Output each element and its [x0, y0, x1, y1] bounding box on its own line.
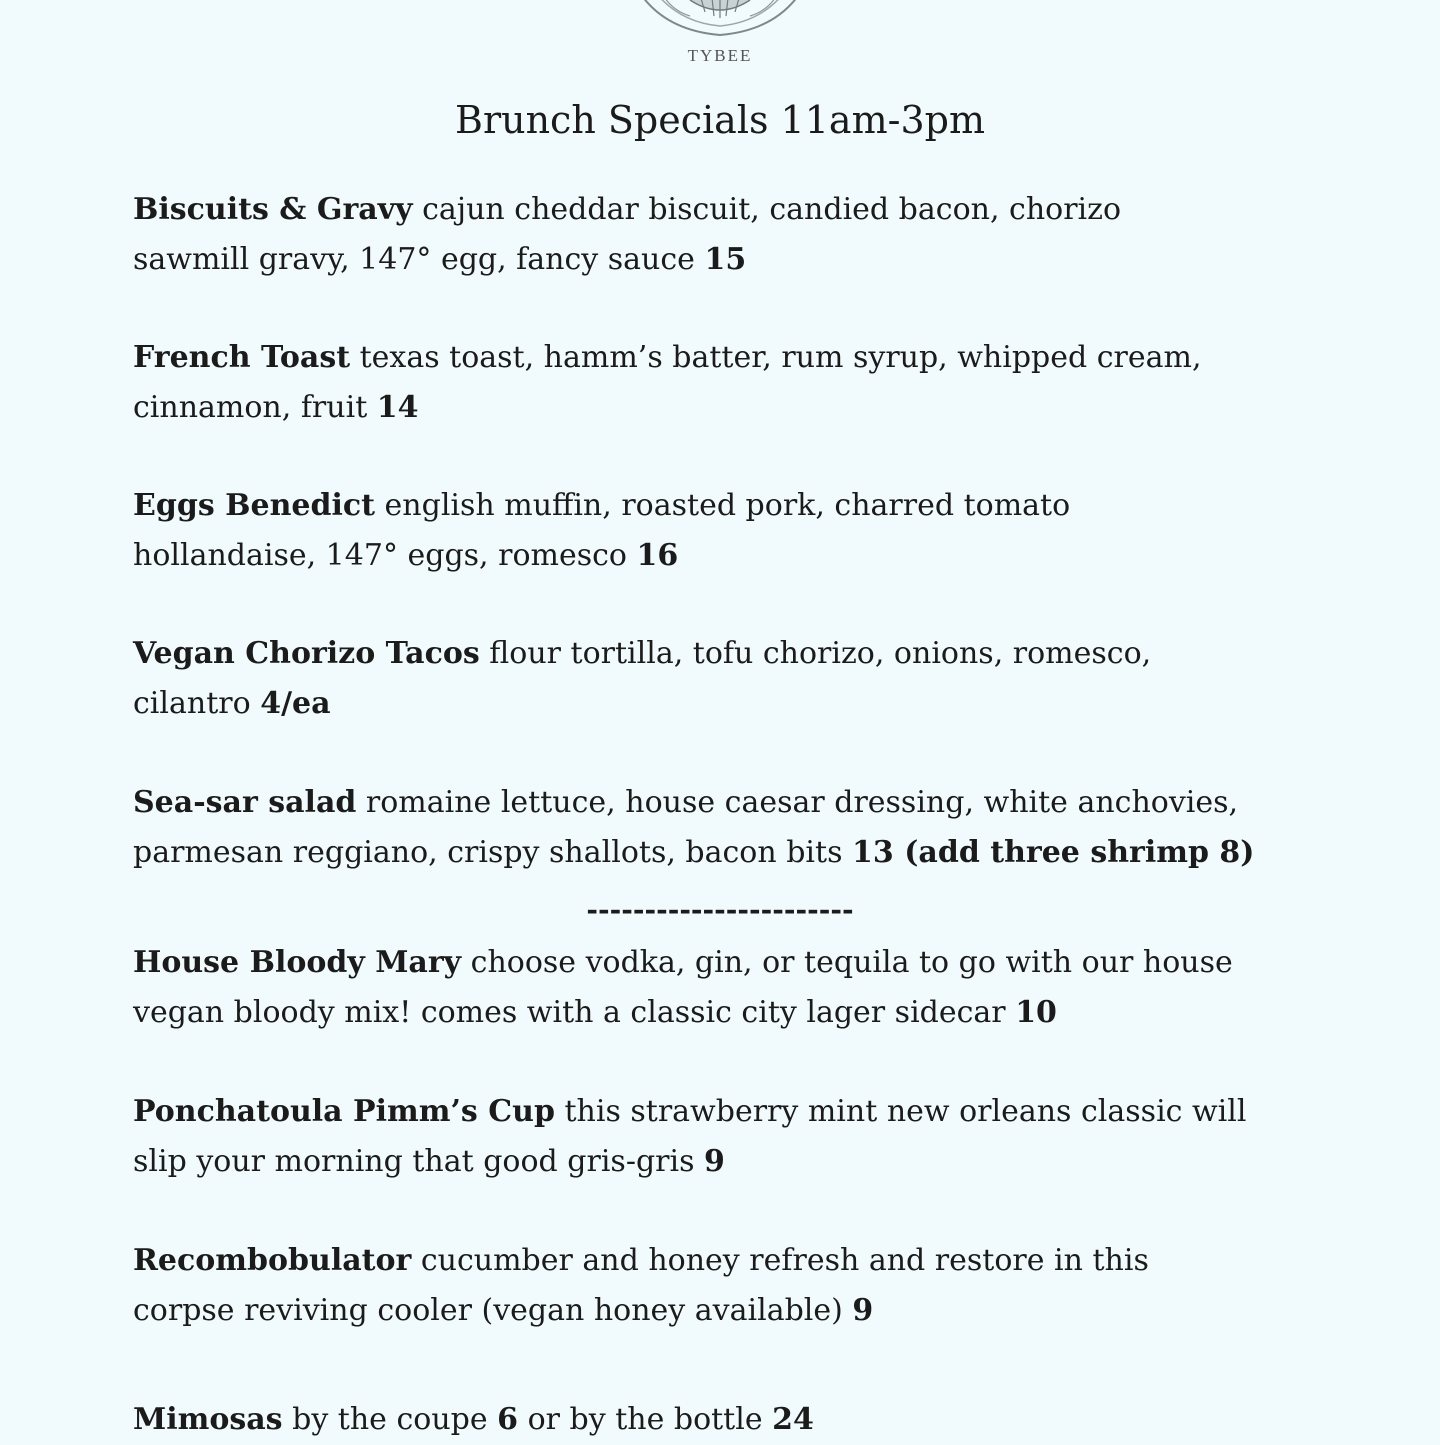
item-description: or by the bottle [518, 1402, 773, 1437]
menu-item [133, 481, 1333, 581]
item-description: cinnamon, fruit [133, 390, 377, 425]
item-description: hollandaise, 147° eggs, romesco [133, 538, 637, 573]
item-description: parmesan reggiano, crispy shallots, bacon bits [133, 835, 853, 870]
item-price: 15 [704, 242, 747, 277]
logo-text: TYBEE [687, 46, 753, 65]
item-price: 24 [772, 1402, 814, 1437]
item-price: 10 [1015, 995, 1057, 1030]
item-price: 9 [704, 1144, 725, 1179]
menu-item [133, 185, 1333, 285]
item-price: 6 [497, 1402, 519, 1437]
item-price: 9 [852, 1293, 874, 1328]
menu-title: Brunch Specials 11am-3pm [455, 98, 985, 142]
menu-item [133, 333, 1333, 433]
item-name: Eggs Benedict [133, 488, 375, 523]
shell-logo-icon [620, 0, 820, 50]
item-description: cajun cheddar biscuit, candied bacon, chorizo [412, 192, 1122, 227]
drink-item [133, 1236, 1333, 1336]
item-description: slip your morning that good gris-gris [133, 1144, 705, 1179]
item-description: texas toast, hamm’s batter, rum syrup, whipped cream, [350, 340, 1202, 375]
item-name: Vegan Chorizo Tacos [133, 636, 480, 671]
drink-item [133, 938, 1333, 1038]
menu-item [133, 778, 1333, 878]
item-price: 14 [376, 390, 419, 425]
section-divider: ----------------------- [586, 893, 854, 926]
logo [620, 0, 820, 70]
item-description: english muffin, roasted pork, charred tomato [375, 488, 1071, 523]
menu-item [133, 629, 1333, 729]
item-description: flour tortilla, tofu chorizo, onions, romesco, [479, 636, 1152, 671]
item-name: Mimosas [133, 1402, 283, 1437]
item-name: French Toast [133, 340, 351, 375]
item-description: cucumber and honey refresh and restore in this [411, 1243, 1149, 1278]
item-description: vegan bloody mix! comes with a classic city lager sidecar [133, 995, 1016, 1030]
item-price: 16 [636, 538, 679, 573]
item-description: by the coupe [282, 1402, 498, 1437]
item-name: Biscuits & Gravy [133, 192, 413, 227]
item-description: this strawberry mint new orleans classic will [554, 1094, 1247, 1129]
drink-item-mimosas [133, 1395, 1333, 1445]
item-name: Recombobulator [133, 1243, 412, 1278]
item-price: 4/ea [260, 686, 331, 721]
item-description: corpse reviving cooler (vegan honey available) [133, 1293, 853, 1328]
item-name: Sea-sar salad [133, 785, 357, 820]
item-name: House Bloody Mary [133, 945, 462, 980]
item-description: cilantro [133, 686, 261, 721]
drink-item [133, 1087, 1333, 1187]
item-description: choose vodka, gin, or tequila to go with our house [461, 945, 1233, 980]
item-description: romaine lettuce, house caesar dressing, white anchovies, [356, 785, 1239, 820]
item-price: 13 (add three shrimp 8) [852, 835, 1255, 870]
item-name: Ponchatoula Pimm’s Cup [133, 1094, 555, 1129]
item-description: sawmill gravy, 147° egg, fancy sauce [133, 242, 705, 277]
